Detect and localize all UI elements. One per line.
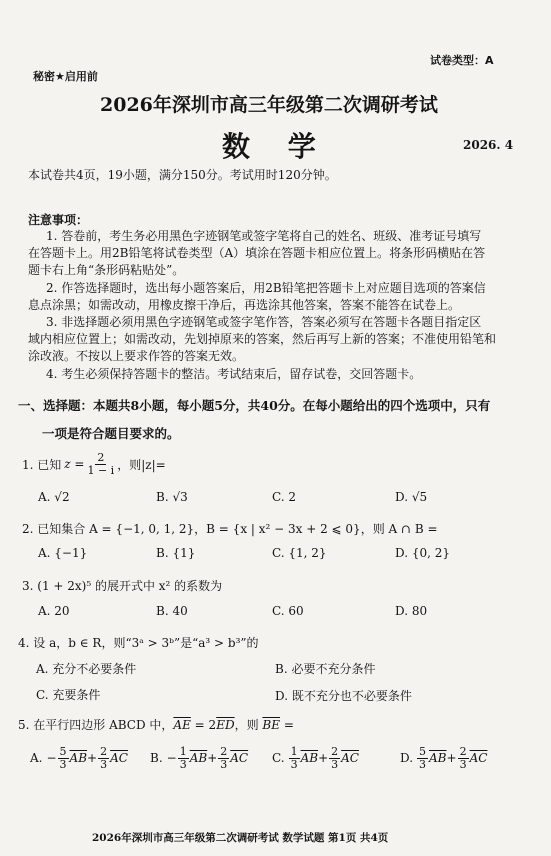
notes-line: 题卡右上角“条形码粘贴处”。 xyxy=(28,263,185,277)
notes-heading: 注意事项： xyxy=(28,213,89,227)
question-2-stem: 2. 已知集合 A = {−1, 0, 1, 2}，B = {x | x² − 3x + 2 ⩽ 0}，则 A ∩ B = xyxy=(22,522,438,536)
q1-option-d[interactable]: D. √5 xyxy=(395,490,428,504)
q4-option-b[interactable]: B. 必要不充分条件 xyxy=(275,662,376,676)
q3-option-a[interactable]: A. 20 xyxy=(38,604,70,618)
exam-date: 2026. 4 xyxy=(463,138,514,152)
notes-line: 在答题卡上。用2B铅笔将试卷类型（A）填涂在答题卡相应位置上。将条形码横贴在答 xyxy=(28,246,486,260)
q3-option-b[interactable]: B. 40 xyxy=(156,604,188,618)
q2-option-b[interactable]: B. {1} xyxy=(156,546,196,560)
section-heading-cont: 一项是符合题目要求的。 xyxy=(42,426,180,441)
q5-option-b[interactable]: B. − $\frac{1}{3}$ $\overline{AB}$ + $\frac{2}{3}$ $\overline{AC}$ xyxy=(150,745,249,771)
fraction: $\frac{2}{1 - i}$ xyxy=(87,451,115,477)
q3-option-d[interactable]: D. 80 xyxy=(395,604,428,618)
question-3-stem: 3. (1 + 2x)⁵ 的展开式中 x² 的系数为 xyxy=(22,579,223,593)
q5-option-d[interactable]: D. $\frac{5}{3}$ $\overline{AB}$ + $\frac{2}{3}$ $\overline{AC}$ xyxy=(400,745,488,771)
q1-option-a[interactable]: A. √2 xyxy=(38,490,70,504)
notes-line: 3. 非选择题必须用黑色字迹钢笔或签字笔作答，答案必须写在答题卡各题目指定区 xyxy=(46,315,482,329)
notes-line: 2. 作答选择题时，选出每小题答案后，用2B铅笔把答题卡上对应题目选项的答案信 xyxy=(46,281,486,295)
paper-type: 试卷类型：A xyxy=(430,54,494,67)
q1-option-b[interactable]: B. √3 xyxy=(156,490,188,504)
q5-option-a[interactable]: A. − $\frac{5}{3}$ $\overline{AB}$ + $\frac{2}{3}$ $\overline{AC}$ xyxy=(30,745,128,771)
q5-option-c[interactable]: C. $\frac{1}{3}$ $\overline{AB}$ + $\frac{2}{3}$ $\overline{AC}$ xyxy=(272,745,359,771)
notes-line: 息点涂黑；如需改动，用橡皮擦干净后，再选涂其他答案，答案不能答在试卷上。 xyxy=(28,298,461,312)
subject-title: 数 学 xyxy=(222,130,330,163)
section-heading: 一、选择题：本题共8小题，每小题5分，共40分。在每小题给出的四个选项中，只有 xyxy=(18,398,491,413)
q2-option-a[interactable]: A. {−1} xyxy=(38,546,88,560)
question-1-stem: 1. 已知 z = $\frac{2}{1 - i}$ ，则|z|= xyxy=(22,451,166,477)
notes-line: 1. 答卷前，考生务必用黑色字迹钢笔或签字笔将自己的姓名、班级、准考证号填写 xyxy=(46,229,482,243)
notes-line: 域内相应位置上；如需改动，先划掉原来的答案，然后再写上新的答案；不准使用铅笔和 xyxy=(28,332,497,346)
q1-option-c[interactable]: C. 2 xyxy=(272,490,297,504)
question-5-stem: 5. 在平行四边形 ABCD 中，$\overline{AE} = 2\overline{ED}$，则 $\overline{BE}$ = xyxy=(18,718,294,732)
notes-line: 4. 考生必须保持答题卡的整洁。考试结束后，留存试卷，交回答题卡。 xyxy=(46,367,422,381)
q2-option-d[interactable]: D. {0, 2} xyxy=(395,546,450,560)
confidential-label: 秘密★启用前 xyxy=(33,70,98,83)
notes-line: 涂改液。不按以上要求作答的答案无效。 xyxy=(28,349,245,363)
q4-option-a[interactable]: A. 充分不必要条件 xyxy=(36,662,137,676)
page-footer: 2026年深圳市高三年级第二次调研考试 数学试题 第1页 共4页 xyxy=(92,832,389,844)
q4-option-c[interactable]: C. 充要条件 xyxy=(36,688,101,702)
question-4-stem: 4. 设 a，b ∈ R，则“3ᵃ > 3ᵇ”是“a³ > b³”的 xyxy=(18,636,259,650)
exam-intro: 本试卷共4页，19小题，满分150分。考试用时120分钟。 xyxy=(28,168,337,182)
q2-option-c[interactable]: C. {1, 2} xyxy=(272,546,327,560)
q3-option-c[interactable]: C. 60 xyxy=(272,604,304,618)
q4-option-d[interactable]: D. 既不充分也不必要条件 xyxy=(275,689,412,703)
exam-title: 2026年深圳市高三年级第二次调研考试 xyxy=(100,94,438,116)
